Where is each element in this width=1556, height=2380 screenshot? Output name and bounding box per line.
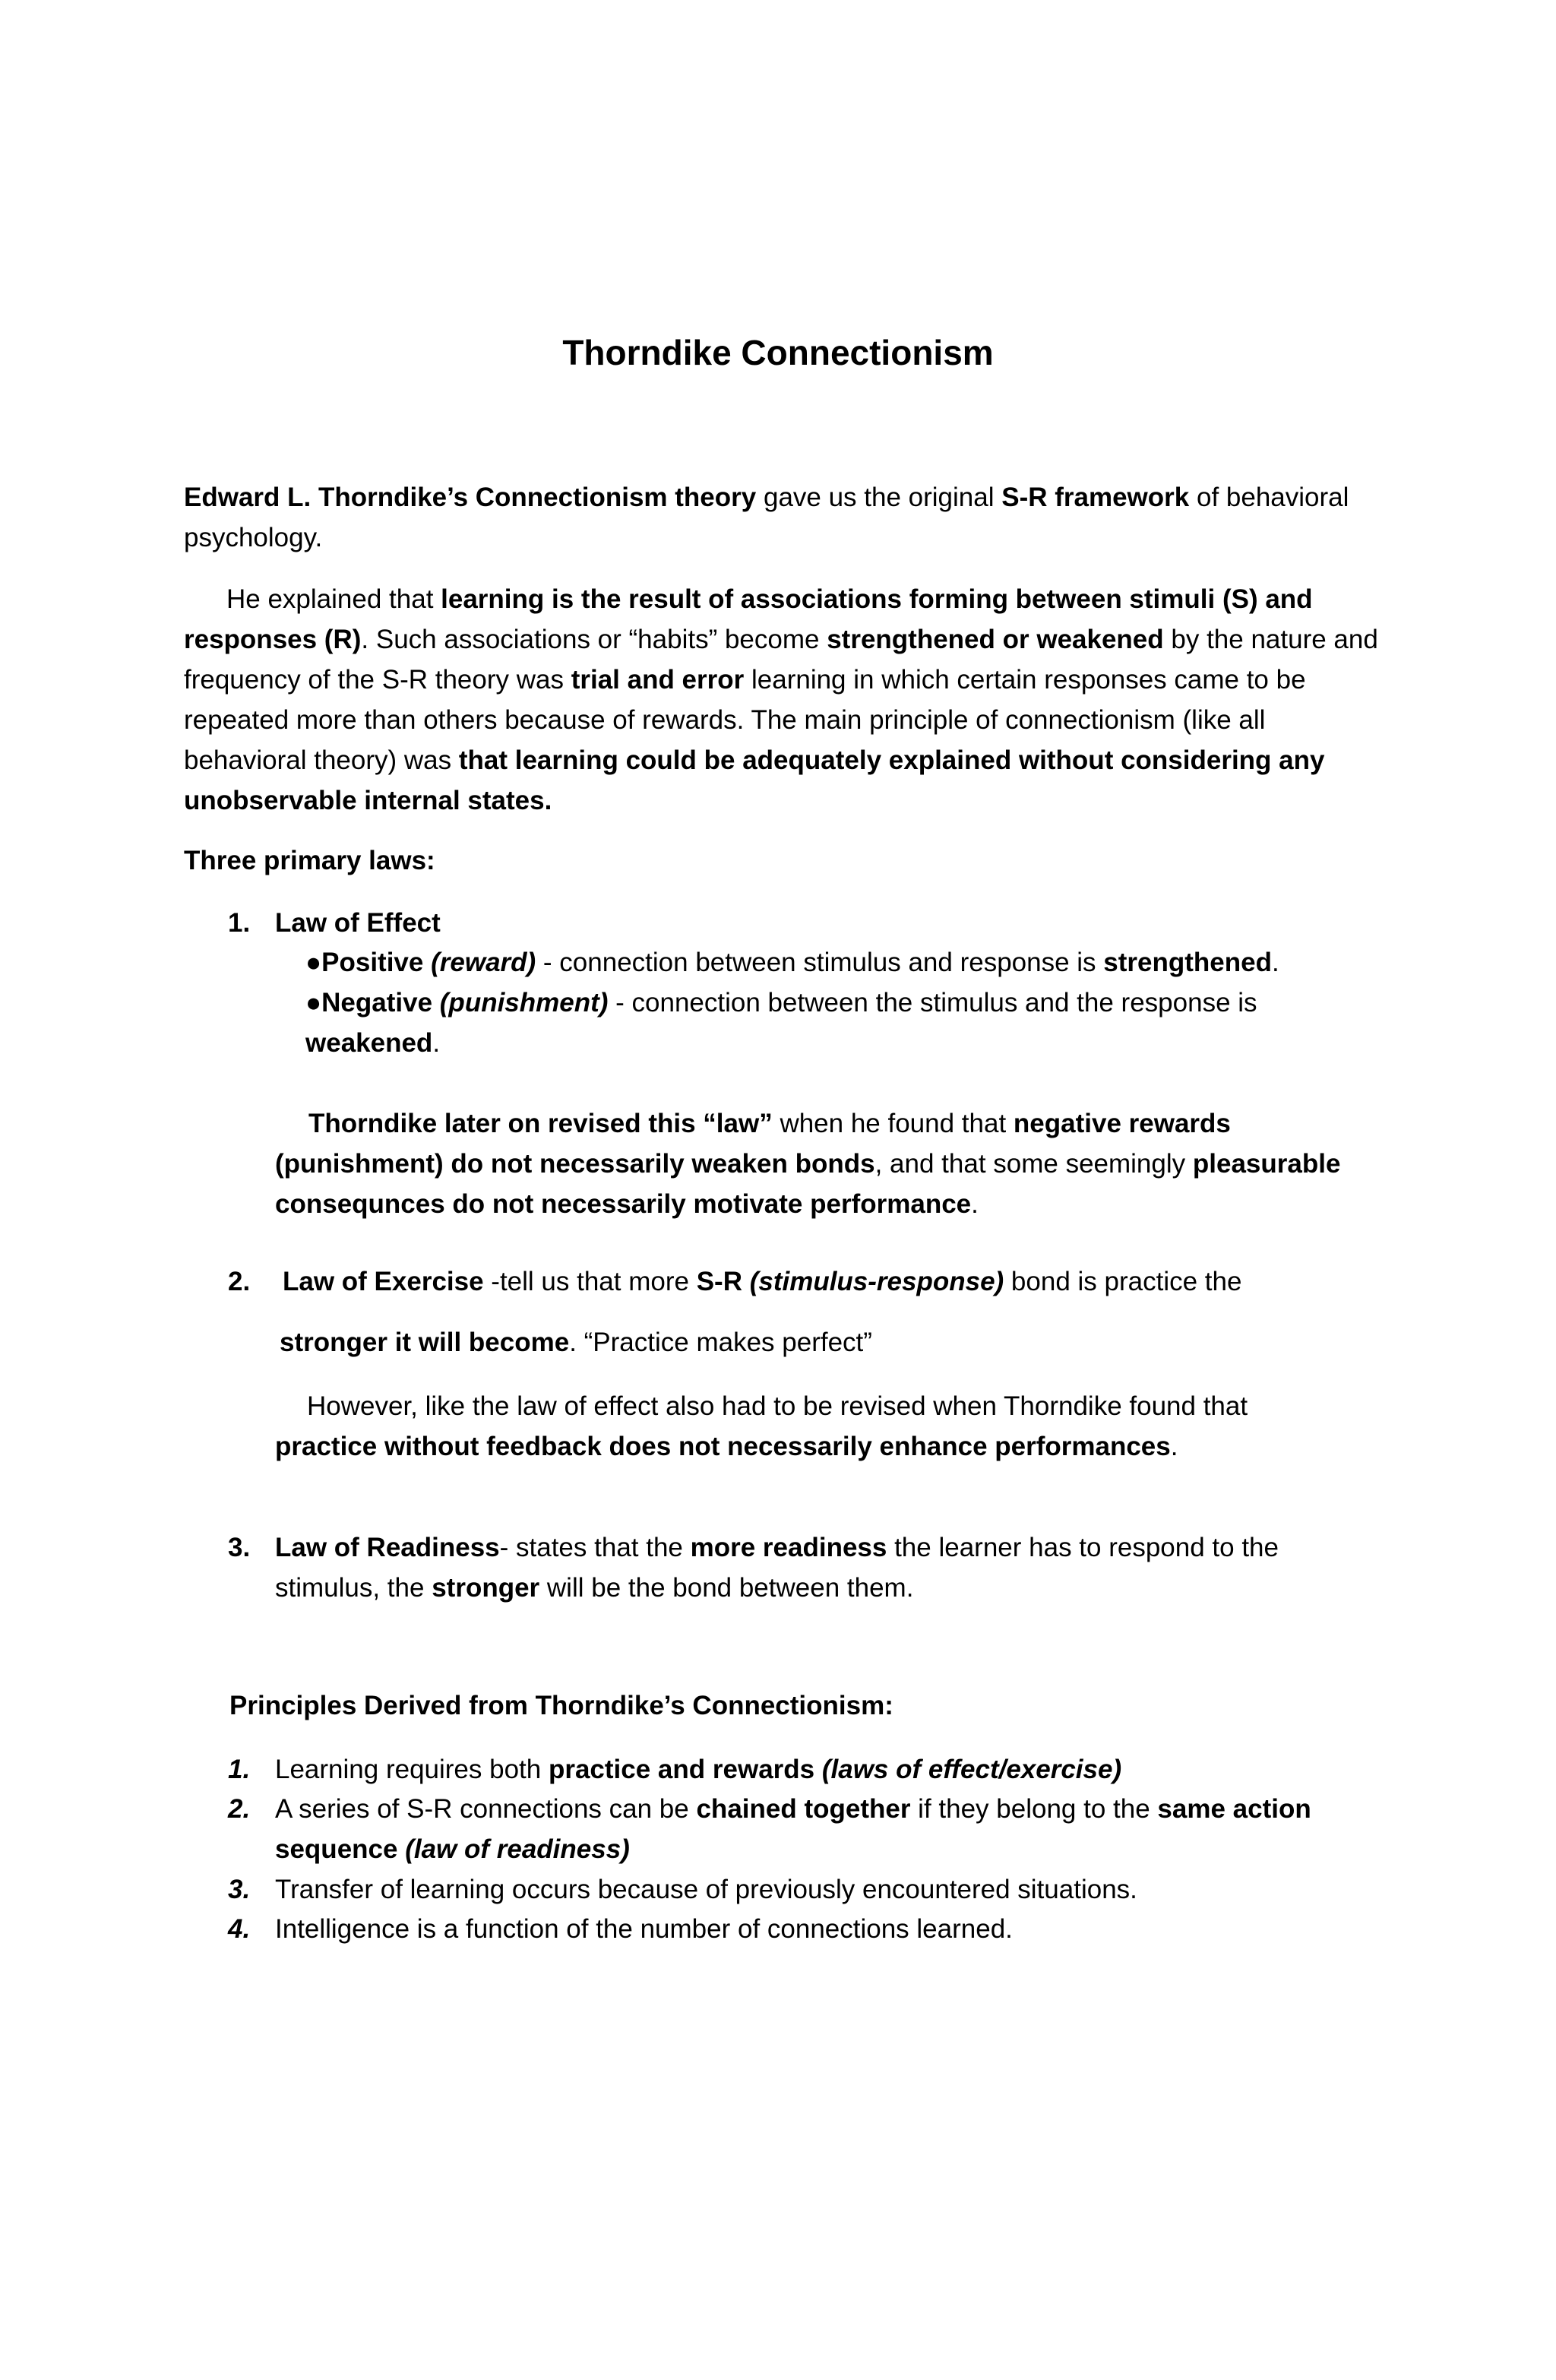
revision-text: , and that some seemingly <box>874 1149 1193 1179</box>
law-1-revision <box>275 1103 1369 1224</box>
principle-3 <box>275 1869 1369 1910</box>
law-3-num: 3. <box>228 1533 251 1562</box>
principle-italic: (laws of effect/exercise) <box>821 1755 1122 1784</box>
positive-text: - connection between stimulus and response is <box>536 948 1104 977</box>
principle-3-number <box>228 1869 250 1910</box>
explanation-bold-trial-error: trial and error <box>571 665 745 695</box>
principle-text: if they belong to the <box>910 1794 1158 1824</box>
explanation-text: by the nature and frequency of the S-R theory was <box>184 625 1378 695</box>
principle-2 <box>275 1789 1354 1869</box>
revision-bold-pleasurable: pleasurable consequnces do not necessarily motivate performance <box>275 1149 1341 1219</box>
principle-2-number <box>228 1789 250 1829</box>
principle-text: Transfer of learning occurs because of previously encountered situations. <box>275 1875 1137 1904</box>
positive-label: Positive <box>321 948 424 977</box>
principle-text: Learning requires both <box>275 1755 549 1784</box>
intro-text-end: of behavioral psychology. <box>184 483 1349 552</box>
principle-num: 4. <box>228 1914 251 1944</box>
explanation-bold-learning: learning is the result of associations forming between stimuli (S) and responses (R) <box>184 584 1313 654</box>
law-3-more-readiness: more readiness <box>690 1533 887 1562</box>
law-3-text-2: the learner has to respond to the stimulus, the <box>275 1533 1279 1603</box>
intro-bold-framework: S-R framework <box>1001 483 1190 512</box>
however-end: . <box>1170 1432 1178 1461</box>
principle-bold: chained together <box>696 1794 911 1824</box>
law-2-however <box>275 1386 1354 1467</box>
law-2-title: Law of Exercise <box>283 1267 484 1296</box>
bullet-icon: ● <box>305 988 322 1018</box>
law-1-number <box>228 903 250 943</box>
negative-punishment: (punishment) <box>439 988 609 1018</box>
law-1-title <box>275 903 441 943</box>
negative-label: Negative <box>321 988 433 1018</box>
law-3-title: Law of Readiness <box>275 1533 500 1562</box>
principle-1 <box>275 1749 1369 1790</box>
positive-strengthened: strengthened <box>1103 948 1272 977</box>
however-bold: practice without feedback does not necessarily enhance performances <box>275 1432 1171 1461</box>
explanation-text: He explained that <box>226 584 441 614</box>
positive-end: . <box>1272 948 1279 977</box>
page-title: Thorndike Connectionism <box>562 333 994 372</box>
explanation-bold-principle: that learning could be adequately explained without considering any unobservable internal states. <box>184 745 1325 815</box>
law-2-text-end: bond is practice the <box>1004 1267 1242 1296</box>
principle-num: 3. <box>228 1875 251 1904</box>
principle-4 <box>275 1909 1369 1949</box>
however-text: However, like the law of effect also had to be revised when Thorndike found that <box>307 1391 1248 1421</box>
negative-end: . <box>432 1028 441 1058</box>
law-1-positive <box>305 942 1384 983</box>
law-3-text-1: - states that the <box>499 1533 691 1562</box>
principles-heading-text: Principles Derived from Thorndike’s Connectionism: <box>229 1691 893 1720</box>
law-1-num: 1. <box>228 908 251 938</box>
law-2-number <box>228 1261 250 1302</box>
principle-text: A series of S-R connections can be <box>275 1794 697 1824</box>
law-2-line-2 <box>280 1322 1343 1362</box>
law-1-title-text: Law of Effect <box>275 908 441 938</box>
law-3-text <box>275 1527 1354 1608</box>
principle-bold: practice and rewards <box>548 1755 815 1784</box>
laws-heading-text: Three primary laws: <box>184 846 435 875</box>
law-3-number <box>228 1527 250 1568</box>
law-2-practice-quote: . “Practice makes perfect” <box>569 1328 872 1357</box>
explanation-bold-strengthened: strengthened or weakened <box>827 625 1164 654</box>
negative-weakened: weakened <box>305 1028 433 1058</box>
principle-num: 2. <box>228 1794 251 1824</box>
bullet-icon: ● <box>305 948 322 977</box>
law-2-num: 2. <box>228 1267 251 1296</box>
intro-text: gave us the original <box>756 483 1002 512</box>
law-2-stronger: stronger it will become <box>280 1328 570 1357</box>
revision-bold-law: Thorndike later on revised this “law” <box>308 1109 773 1138</box>
principle-4-number <box>228 1909 250 1949</box>
law-2-stimulus-response: (stimulus-response) <box>749 1267 1004 1296</box>
law-2-text: -tell us that more <box>483 1267 697 1296</box>
principle-italic: (law of readiness) <box>405 1834 630 1864</box>
principle-text: Intelligence is a function of the number of connections learned. <box>275 1914 1013 1944</box>
intro-bold-theory: Edward L. Thorndike’s Connectionism theory <box>184 483 757 512</box>
principle-num: 1. <box>228 1755 251 1784</box>
explanation-paragraph <box>184 579 1384 821</box>
principle-bold: same action sequence <box>275 1794 1311 1864</box>
law-2-line-1 <box>283 1261 1346 1302</box>
principle-1-number <box>228 1749 250 1790</box>
explanation-text: . Such associations or “habits” become <box>361 625 827 654</box>
law-2-sr: S-R <box>696 1267 742 1296</box>
negative-text: - connection between the stimulus and the response is <box>608 988 1257 1018</box>
revision-end: . <box>971 1189 979 1219</box>
intro-paragraph <box>184 477 1384 558</box>
law-1-negative <box>305 983 1324 1063</box>
explanation-text: learning in which certain responses came to be repeated more than others because of rewards. The main principle of connectionism (like all behavioral theory) was <box>184 665 1306 775</box>
revision-text: when he found that <box>772 1109 1014 1138</box>
laws-heading <box>184 840 1384 881</box>
positive-reward: (reward) <box>431 948 536 977</box>
law-3-text-3: will be the bond between them. <box>539 1573 914 1603</box>
revision-bold-negative: negative rewards (punishment) do not necessarily weaken bonds <box>275 1109 1231 1179</box>
law-3-stronger: stronger <box>432 1573 540 1603</box>
principles-heading <box>229 1685 1369 1726</box>
